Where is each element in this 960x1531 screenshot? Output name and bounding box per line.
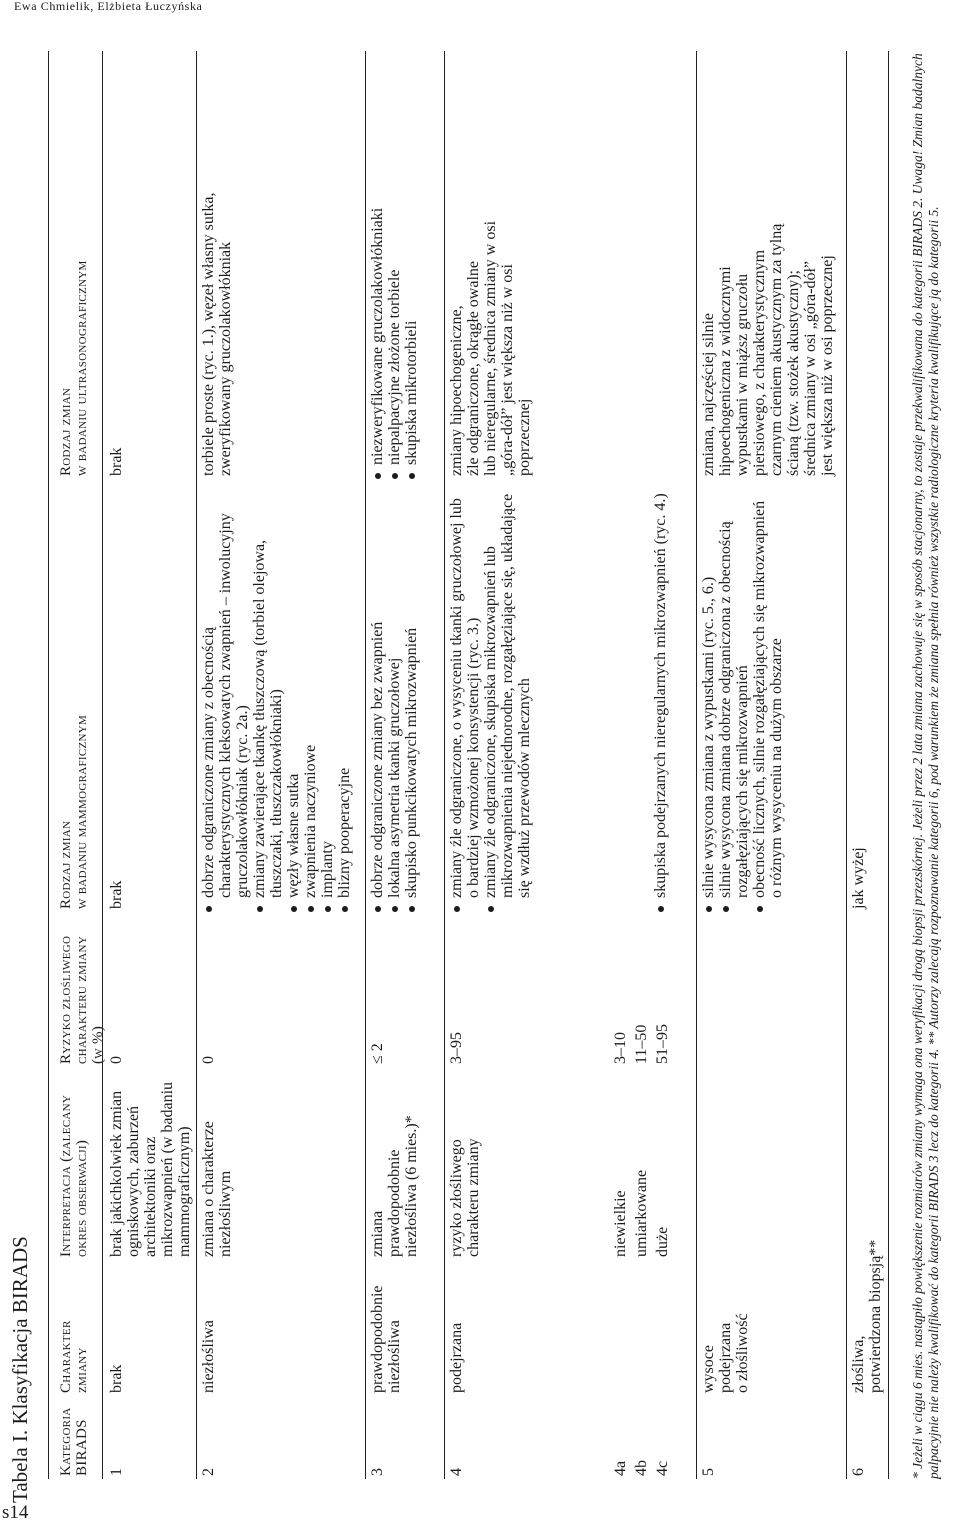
row5-usg: [700, 51, 836, 476]
text-line: źle odgraniczone, okrągłe owalne: [465, 260, 482, 476]
list-item: silnie wysycona zmiana z wypustkami (ryc. 5., 6.): [700, 493, 717, 898]
row-rule: [846, 51, 847, 1479]
row3-category: 3: [369, 1468, 386, 1476]
header-line: charakteru zmiany: [74, 935, 91, 1064]
text-line: ścianą (tzw. stożek akustyczny);: [785, 270, 802, 476]
list-item: zmiany zawierające tkankę tłuszczową (torbiel olejowa, tłuszczaki, tłuszczakowłókniaki): [251, 493, 285, 898]
text-line: czarnym cieniem akustycznym za tylną: [768, 223, 785, 476]
text-line: zweryfikowany gruczolakowłókniak: [217, 241, 234, 476]
row3-mammo: [369, 493, 420, 913]
row-rule: [696, 51, 697, 1479]
text-line: wysoce: [700, 1345, 717, 1393]
row4-mammo: [448, 493, 533, 913]
row4b-category: 4b: [633, 1460, 650, 1476]
text-line: jest większa niż w osi poprzecznej: [819, 255, 836, 476]
header-line: Interpretacja (zalecany: [58, 1094, 74, 1257]
text-line: ryzyko złośliwego: [448, 1139, 465, 1257]
text-line: niezłośliwym: [217, 1170, 234, 1257]
text-line: zmiana: [369, 1210, 386, 1257]
row3-risk: ≤ 2: [369, 1043, 386, 1064]
row1-mammo: brak: [108, 880, 125, 909]
row4a-interpretation: niewielkie: [612, 1190, 629, 1257]
header-line: (w %): [90, 1025, 107, 1064]
header-line: w badaniu mammograficznym: [74, 714, 91, 909]
header-line: zmiany: [74, 1347, 91, 1393]
text-line: zmiana, najczęściej silnie: [700, 312, 717, 476]
text-line: lub nieregularne, średnica zmiany w osi: [482, 220, 499, 476]
header-interpretation: [58, 1095, 90, 1257]
text-line: niezłośliwa (6 mies.)*: [403, 1115, 420, 1257]
row3-interpretation: [369, 1072, 420, 1257]
row2-risk: 0: [200, 1056, 217, 1064]
list-item: skupiska mikrotorbieli: [403, 55, 420, 465]
header-line: Rodzaj zmian: [58, 820, 74, 909]
text-line: o złośliwość: [734, 1313, 751, 1393]
table-caption: Tabela I. Klasyfikacja BIRADS: [8, 1236, 32, 1503]
text-line: niezłośliwa: [386, 1320, 403, 1393]
row2-character: niezłośliwa: [200, 1320, 217, 1393]
header-line: Kategoria: [58, 1407, 74, 1476]
text-line: brak jakichkolwiek zmian: [108, 1090, 125, 1257]
list-item: lokalna asymetria tkanki gruczołowej: [386, 493, 403, 898]
row2-mammo: [200, 493, 353, 913]
row4b-interpretation: umiarkowane: [633, 1169, 650, 1257]
header-mammo: [58, 715, 90, 909]
list-item: silnie wysycona zmiana dobrze odgraniczona z obecnością rozgałęziających się mikrozwapnień: [717, 493, 751, 898]
row3-usg: [369, 55, 420, 480]
text-line: średnica zmiany w osi „góra-dół”: [802, 260, 819, 476]
list-item: dobrze odgraniczone zmiany z obecnością charakterystycznych kleksowatych zwapnień – inwolucyjny gruczolakowłókniak (ryc. 2a.): [200, 493, 251, 898]
list-item: zwapnienia naczyniowe: [302, 493, 319, 898]
row4c-interpretation: duże: [654, 1226, 671, 1257]
list-item: niezweryfikowane gruczolakowłókniaki: [369, 55, 386, 465]
list-item: zmiany źle odgraniczone, skupiska mikrozwapnień lub mikrozwapnienia niejednorodne, rozgałęziające się, układające się wzdłuż przewodów mlecznych: [482, 493, 533, 898]
row2-category: 2: [200, 1468, 217, 1476]
row-rule: [365, 51, 366, 1479]
row4-category: 4: [448, 1468, 465, 1476]
row4c-risk: 51–95: [654, 1024, 671, 1064]
list-item: obecność licznych, silnie rozgałęziających się mikrozwapnień o różnym wysyceniu na dużym obszarze: [751, 493, 785, 898]
text-line: mikrozwapnień (w badaniu: [159, 1081, 176, 1257]
row2-usg: [200, 51, 234, 476]
table-footnote: * Jeżeli w ciągu 6 mies. nastąpiło powiększenie rozmiarów zmiany wymaga ona weryfikacji drogą biopsji przezskórnej. Jeżeli przez 2 lata zmiana zachowuje się w sposób stacjonarny, to zostaje przekwalifikowana do kategorii BIRADS 2. Uwaga! Zmian badalnych palpacyjnie nie należy kwalifikować do kategorii BIRADS 3 lecz do kategorii 4. ** Autorzy zalecają rozpoznawanie kategorii 6, pod warunkiem że zmiana spełnia również wszystkie radiologiczne kryteria kwalifikujące ją do kategorii 5.: [910, 53, 941, 1479]
page-number: s14: [2, 1502, 29, 1523]
row1-usg: brak: [108, 447, 125, 476]
text-line: ogniskowych, zaburzeń: [125, 1105, 142, 1257]
list-item: skupisko punkcikowatych mikrozwapnień: [403, 493, 420, 898]
list-item: niepalpacyjne złożone torbiele: [386, 55, 403, 465]
row4-interpretation: [448, 1072, 482, 1257]
text-line: potwierdzona biopsją**: [867, 1239, 884, 1393]
text-line: poprzecznej: [516, 398, 533, 476]
text-line: wypustkami w miąższ gruczołu: [734, 273, 751, 476]
header-rule: [102, 51, 103, 1479]
row2-interpretation: [200, 1072, 234, 1257]
list-item: zmiany źle odgraniczone, o wysyceniu tkanki gruczołowej lub o bardziej wzmożonej konsystencji (ryc. 3.): [448, 493, 482, 898]
row4a-risk: 3–10: [612, 1032, 629, 1064]
row6-character: [850, 1240, 884, 1393]
running-head: Ewa Chmielik, Elżbieta Łuczyńska: [14, 0, 203, 13]
header-line: okres obserwacji): [74, 1139, 91, 1257]
list-item: dobrze odgraniczone zmiany bez zwapnień: [369, 493, 386, 898]
header-line: Rodzaj zmian: [58, 387, 74, 476]
header-risk: [58, 936, 107, 1064]
row1-category: 1: [108, 1468, 125, 1476]
row4-character: podejrzana: [448, 1322, 465, 1393]
text-line: „góra-dół” jest większa niż w osi: [499, 264, 516, 476]
row4-risk: 3–95: [448, 1032, 465, 1064]
row4-mammo-extra: [652, 493, 669, 913]
row-rule: [444, 51, 445, 1479]
header-line: w badaniu ultrasonograficznym: [74, 260, 91, 476]
text-line: mammograficznym): [176, 1126, 193, 1257]
header-category: [58, 1407, 90, 1476]
row3-character: [369, 1285, 403, 1393]
text-line: prawdopodobnie: [369, 1285, 386, 1393]
row1-character: brak: [108, 1364, 125, 1393]
header-line: Charakter: [58, 1320, 74, 1393]
row1-interpretation: [108, 1072, 193, 1257]
header-line: Ryzyko złośliwego: [58, 935, 74, 1064]
top-rule: [48, 51, 49, 1479]
row4b-risk: 11–50: [633, 1024, 650, 1064]
text-line: zmiany hipoechogeniczne,: [448, 305, 465, 476]
list-item: węzły własne sutka: [285, 493, 302, 898]
row1-risk: 0: [108, 1056, 125, 1064]
text-line: zmiana o charakterze: [200, 1121, 217, 1257]
row-rule: [196, 51, 197, 1479]
header-character: [58, 1320, 90, 1393]
bottom-rule: [888, 51, 889, 1479]
text-line: złośliwa,: [850, 1335, 867, 1393]
row4a-category: 4a: [612, 1460, 629, 1476]
text-line: piersiowego, z charakterystycznym: [751, 249, 768, 476]
text-line: charakteru zmiany: [465, 1138, 482, 1257]
text-line: torbiele proste (ryc. 1.), węzeł własny sutka,: [200, 192, 217, 476]
text-line: architektoniki oraz: [142, 1136, 159, 1257]
list-item: blizny pooperacyjne: [336, 493, 353, 898]
row6-mammo: jak wyżej: [850, 847, 867, 909]
row4c-category: 4c: [654, 1460, 671, 1476]
text-line: hipoechogeniczna z widocznymi: [717, 266, 734, 476]
list-item: skupiska podejrzanych nieregularnych mikrozwapnień (ryc. 4.): [652, 493, 669, 898]
text-line: prawdopodobnie: [386, 1149, 403, 1257]
row4-usg: [448, 51, 533, 476]
row5-mammo: [700, 493, 785, 913]
row5-character: [700, 1313, 751, 1393]
text-line: podejrzana: [717, 1322, 734, 1393]
list-item: implanty: [319, 493, 336, 898]
row6-category: 6: [850, 1468, 867, 1476]
header-usg: [58, 260, 90, 476]
row5-category: 5: [700, 1468, 717, 1476]
header-line: BIRADS: [74, 1419, 91, 1476]
